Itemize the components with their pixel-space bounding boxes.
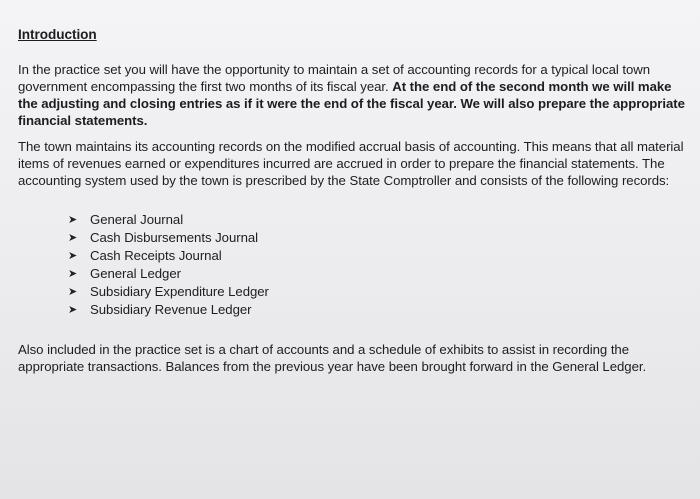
closing-paragraph: Also included in the practice set is a chart of accounts and a schedule of exhibits to assist in recording the appropriate transactions. Balances from the previous year have been brought forward in the General Ledger. xyxy=(18,342,647,374)
arrowhead-bullet-icon: ➤ xyxy=(68,286,78,298)
list-item xyxy=(68,247,686,265)
intro-paragraph xyxy=(18,61,686,129)
list-item xyxy=(68,211,686,229)
list-item-label: Cash Receipts Journal xyxy=(90,248,222,263)
list-item-label: Subsidiary Expenditure Ledger xyxy=(90,284,269,299)
list-item-label: Cash Disbursements Journal xyxy=(90,230,259,245)
arrowhead-bullet-icon: ➤ xyxy=(68,250,78,262)
list-item xyxy=(68,229,686,247)
arrowhead-bullet-icon: ➤ xyxy=(68,304,78,316)
list-item-label: Subsidiary Revenue Ledger xyxy=(90,302,252,317)
list-item xyxy=(68,283,686,301)
document-page xyxy=(18,26,686,375)
list-item xyxy=(68,265,686,283)
arrowhead-bullet-icon: ➤ xyxy=(68,268,78,280)
section-heading: Introduction xyxy=(18,27,97,42)
intro-bold-text: At the end of the second month we will make the adjusting and closing entries as if it were the end of the fiscal year. We will also prepare the appropriate financial statements. xyxy=(18,79,685,128)
records-paragraph: The town maintains its accounting records on the modified accrual basis of accounting. This means that all material items of revenues earned or expenditures incurred are accrued in order to prepare the financial statements. The accounting system used by the town is prescribed by the State Comptroller and consists of the following records: xyxy=(18,139,684,188)
list-item-label: General Ledger xyxy=(90,266,181,281)
arrowhead-bullet-icon: ➤ xyxy=(68,232,78,244)
list-item-label: General Journal xyxy=(90,212,184,227)
list-item xyxy=(68,301,686,319)
records-list xyxy=(68,211,686,319)
intro-text: In the practice set you will have the opportunity to maintain a set of accounting records for a typical local town government encompassing the first two months of its fiscal year. xyxy=(18,62,651,94)
arrowhead-bullet-icon: ➤ xyxy=(68,214,78,226)
